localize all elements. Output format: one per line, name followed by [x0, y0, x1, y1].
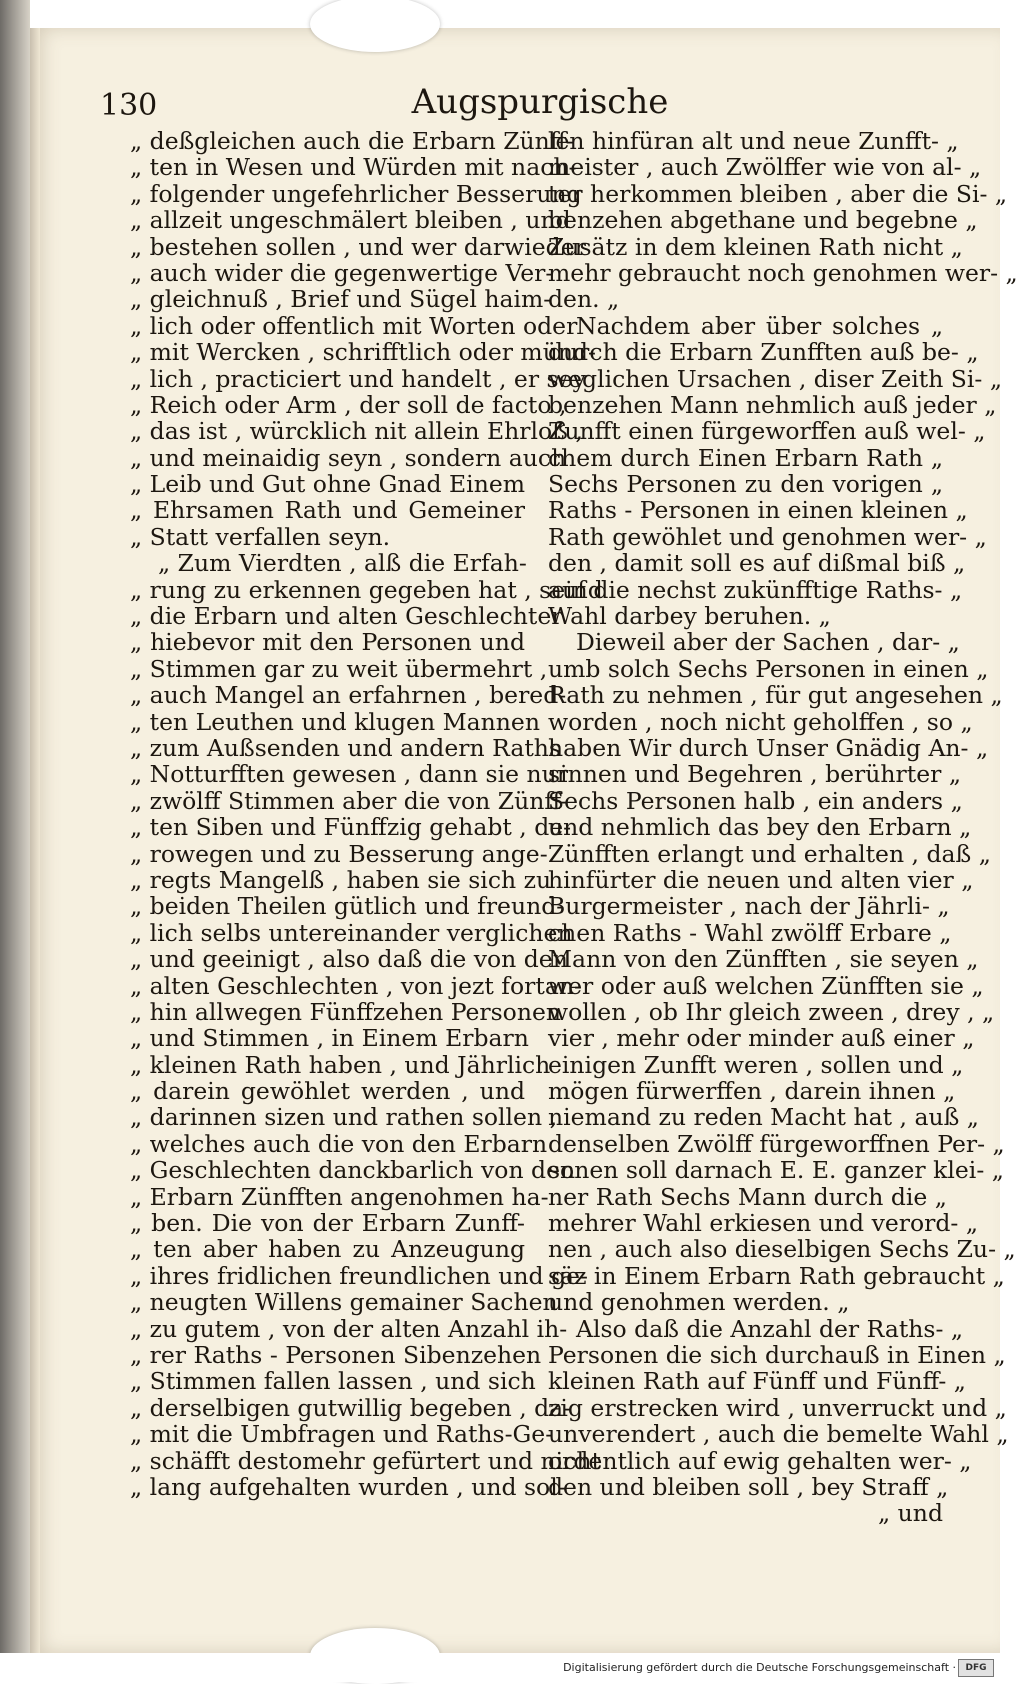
- text-line: „ Ehrsamen Rath und Gemeiner: [130, 496, 525, 525]
- text-line: „ beiden Theilen gütlich und freund-: [130, 892, 565, 921]
- text-line: sonen soll darnach E. E. ganzer klei- „: [548, 1156, 1004, 1185]
- text-line: „ ten Siben und Fünffzig gehabt , de-: [130, 813, 572, 842]
- text-line: „ und meinaidig seyn , sondern auch: [130, 443, 567, 472]
- text-line: Wahl darbey beruhen. „: [548, 602, 831, 631]
- text-line: „ derselbigen gutwillig begeben , da-: [130, 1393, 572, 1422]
- text-line: len hinfüran alt und neue Zunfft- „: [548, 127, 959, 155]
- text-line: „ darein gewöhlet werden , und: [130, 1077, 525, 1106]
- text-line: „ hin allwegen Fünffzehen Personen: [130, 997, 562, 1026]
- text-line: „ rer Raths - Personen Sibenzehen: [130, 1340, 542, 1369]
- text-line: „ und Stimmen , in Einem Erbarn: [130, 1024, 529, 1053]
- text-line: „ Statt verfallen seyn.: [130, 522, 391, 551]
- text-line: „ Notturfften gewesen , dann sie nur: [130, 760, 568, 789]
- text-line: hinfürter die neuen und alten vier „: [548, 865, 974, 894]
- text-line: „ neugten Willens gemainer Sachen: [130, 1288, 558, 1317]
- text-line: den und bleiben soll , bey Straff „: [548, 1472, 949, 1501]
- text-line: „ regts Mangelß , haben sie sich zu: [130, 865, 552, 894]
- text-line: durch die Erbarn Zunfften auß be- „: [548, 338, 979, 367]
- text-line: Rath gewöhlet und genohmen wer- „: [548, 522, 987, 551]
- text-line: „ ten aber haben zu Anzeugung: [130, 1235, 525, 1264]
- text-line: „ Reich oder Arm , der soll de facto ,: [130, 390, 567, 419]
- text-line: mehr gebraucht noch genohmen wer- „: [548, 258, 1018, 287]
- text-line: „ auch Mangel an erfahrnen , bered-: [130, 681, 567, 710]
- text-line: ordentlich auf ewig gehalten wer- „: [548, 1446, 972, 1475]
- text-line: Zusätz in dem kleinen Rath nicht „: [548, 232, 963, 261]
- text-line: „ ten Leuthen und klugen Mannen: [130, 707, 540, 736]
- text-line: nen , auch also dieselbigen Sechs Zu- „: [548, 1235, 1016, 1264]
- text-line: unverendert , auch die bemelte Wahl „: [548, 1420, 1009, 1449]
- text-line: „ ten in Wesen und Würden mit nach-: [130, 153, 577, 182]
- book-binding: [0, 0, 30, 1682]
- text-line: „ zwölff Stimmen aber die von Zünff-: [130, 786, 569, 815]
- text-line: „ ihres fridlichen freundlichen und ge-: [130, 1261, 588, 1290]
- text-line: „ Stimmen fallen lassen , und sich: [130, 1367, 536, 1396]
- text-line: Also daß die Anzahl der Raths- „: [576, 1314, 964, 1343]
- text-line: „ auch wider die gegenwertige Ver-: [130, 258, 554, 287]
- text-line: säz in Einem Erbarn Rath gebraucht „: [548, 1261, 1005, 1290]
- dfg-logo: DFG: [958, 1659, 994, 1677]
- text-line: Burgermeister , nach der Jährli- „: [548, 892, 950, 921]
- text-line: Zünfften erlangt und erhalten , daß „: [548, 839, 991, 868]
- page-number: 130: [100, 88, 158, 123]
- text-line: haben Wir durch Unser Gnädig An- „: [548, 733, 989, 762]
- right-text-column: [548, 127, 1018, 1528]
- text-line: vier , mehr oder minder auß einer „: [548, 1024, 975, 1053]
- text-line: „ kleinen Rath haben , und Jährlich: [130, 1050, 551, 1079]
- text-line: „ mit die Umbfragen und Raths-Ge-: [130, 1420, 554, 1449]
- left-text-column: [130, 127, 603, 1501]
- text-line: „ lich oder offentlich mit Worten oder: [130, 311, 578, 340]
- book-clip-top: [310, 0, 440, 52]
- text-line: Sechs Personen zu den vorigen „: [548, 470, 943, 499]
- text-line: „ die Erbarn und alten Geschlechter: [130, 602, 563, 631]
- text-line: denselben Zwölff fürgeworffnen Per- „: [548, 1129, 1005, 1158]
- text-line: „ allzeit ungeschmälert bleiben , und: [130, 206, 571, 235]
- text-line: Zunfft einen fürgeworffen auß wel- „: [548, 417, 986, 446]
- text-line: „ schäfft destomehr gefürtert und nicht: [130, 1446, 601, 1475]
- footer-bar: [0, 1653, 1000, 1682]
- text-line: „ rowegen und zu Besserung ange-: [130, 839, 548, 868]
- text-line: Dieweil aber der Sachen , dar- „: [576, 628, 960, 657]
- text-line: umb solch Sechs Personen in einen „: [548, 654, 989, 683]
- text-line: chen Raths - Wahl zwölff Erbare „: [548, 918, 952, 947]
- text-line: „ zu gutem , von der alten Anzahl ih-: [130, 1314, 568, 1343]
- text-line: den , damit soll es auf dißmal biß „: [548, 549, 966, 578]
- text-line: „ lich selbs untereinander verglichen: [130, 918, 573, 947]
- text-line: einigen Zunfft weren , sollen und „: [548, 1050, 964, 1079]
- text-line: ter herkommen bleiben , aber die Si- „: [548, 179, 1008, 208]
- text-line: „ Zum Vierdten , alß die Erfah-: [158, 549, 527, 578]
- text-line: „ darinnen sizen und rathen sollen ,: [130, 1103, 558, 1132]
- text-line: „ das ist , würcklich nit allein Ehrloß ,: [130, 417, 583, 446]
- text-line: „ gleichnuß , Brief und Sügel haim-: [130, 285, 552, 314]
- text-line: meister , auch Zwölffer wie von al- „: [548, 153, 982, 182]
- page-edge: [30, 28, 40, 1653]
- text-line: „ zum Außsenden und andern Raths: [130, 733, 561, 762]
- text-line: „ welches auch die von den Erbarn: [130, 1129, 548, 1158]
- text-line: „ folgender ungefehrlicher Besserung: [130, 179, 582, 208]
- text-line: Personen die sich durchauß in Einen „: [548, 1340, 1006, 1369]
- text-line: sinnen und Begehren , berührter „: [548, 760, 962, 789]
- text-line: ner Rath Sechs Mann durch die „: [548, 1182, 947, 1211]
- text-line: auf die nechst zukünfftige Raths- „: [548, 575, 963, 604]
- text-line: mehrer Wahl erkiesen und verord- „: [548, 1209, 978, 1238]
- text-line: Rath zu nehmen , für gut angesehen „: [548, 681, 1003, 710]
- text-line: chem durch Einen Erbarn Rath „: [548, 443, 943, 472]
- text-line: „ Erbarn Zünfften angenohmen ha-: [130, 1182, 549, 1211]
- text-line: „ bestehen sollen , und wer darwieder: [130, 232, 586, 261]
- text-line: „ hiebevor mit den Personen und: [130, 628, 525, 657]
- text-line: und nehmlich das bey den Erbarn „: [548, 813, 972, 842]
- text-line: benzehen abgethane und begebne „: [548, 206, 978, 235]
- text-line: niemand zu reden Macht hat , auß „: [548, 1103, 979, 1132]
- text-line: „ Geschlechten danckbarlich von den: [130, 1156, 576, 1185]
- running-title: Augspurgische: [411, 82, 669, 122]
- text-line: Mann von den Zünfften , sie seyen „: [548, 945, 979, 974]
- text-line: wer oder auß welchen Zünfften sie „: [548, 971, 984, 1000]
- text-line: „ rung zu erkennen gegeben hat , seind: [130, 575, 603, 604]
- text-line: „ und geeinigt , also daß die von den: [130, 945, 568, 974]
- text-line: mögen fürwerffen , darein ihnen „: [548, 1077, 956, 1106]
- text-line: „ und: [878, 1499, 943, 1528]
- text-line: „ lich , practiciert und handelt , er sey: [130, 364, 586, 393]
- text-line: und genohmen werden. „: [548, 1288, 850, 1317]
- text-line: worden , noch nicht geholffen , so „: [548, 707, 973, 736]
- text-line: „ ben. Die von der Erbarn Zunff-: [130, 1209, 525, 1238]
- text-line: benzehen Mann nehmlich auß jeder „: [548, 390, 997, 419]
- page-header: [100, 60, 940, 123]
- text-line: „ mit Wercken , schrifftlich oder münd-: [130, 338, 596, 367]
- text-line: Raths - Personen in einen kleinen „: [548, 496, 968, 525]
- text-line: Sechs Personen halb , ein anders „: [548, 786, 963, 815]
- text-line: „ deßgleichen auch die Erbarn Zünff-: [130, 127, 574, 155]
- funding-credit: Digitalisierung gefördert durch die Deutsche Forschungsgemeinschaft ·: [563, 1661, 956, 1674]
- text-line: wollen , ob Ihr gleich zween , drey , „: [548, 997, 995, 1026]
- text-line: den. „: [548, 285, 620, 314]
- text-line: zig erstrecken wird , unverruckt und „: [548, 1393, 1007, 1422]
- text-line: „ alten Geschlechten , von jezt fortan-: [130, 971, 582, 1000]
- text-line: „ Stimmen gar zu weit übermehrt ,: [130, 654, 548, 683]
- text-line: „ lang aufgehalten wurden , und sol-: [130, 1472, 566, 1501]
- text-line: Nachdem aber über solches „: [576, 311, 943, 340]
- text-line: kleinen Rath auf Fünff und Fünff- „: [548, 1367, 966, 1396]
- text-line: „ Leib und Gut ohne Gnad Einem: [130, 470, 526, 499]
- text-line: weglichen Ursachen , diser Zeith Si- „: [548, 364, 1002, 393]
